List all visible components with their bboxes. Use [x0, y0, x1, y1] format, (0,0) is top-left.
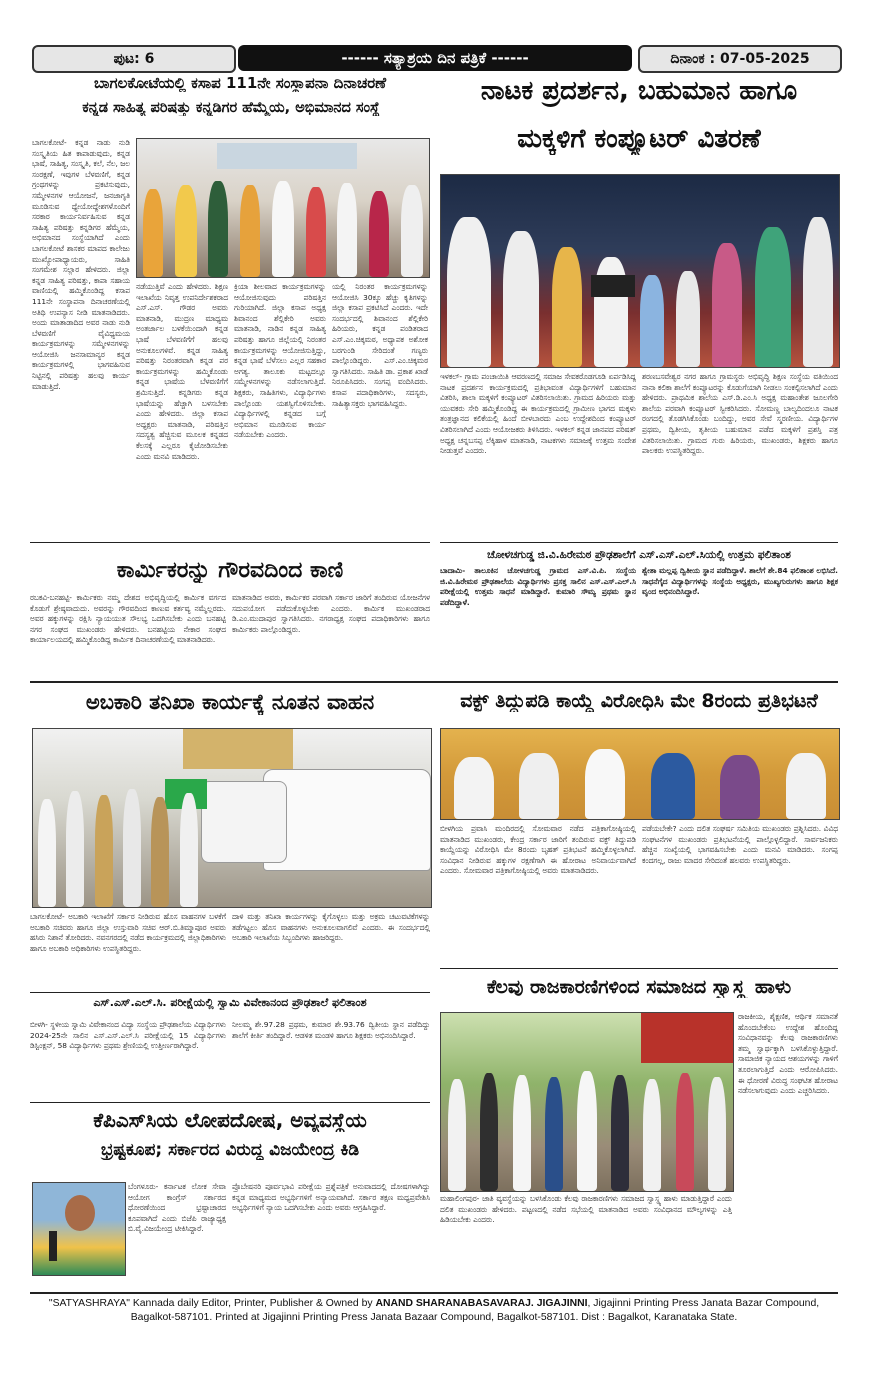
story4-body-right: ಶ್ವೇತಾ ಮಲ್ಲಪ್ಪ ದ್ವಿತೀಯ ಸ್ಥಾನ ಪಡೆದಿದ್ದಾಳೆ. ಶಾಲೆಗೆ ಶೇ.84 ಫಲಿತಾಂಶ ಲಭಿಸಿದೆ. ಸಾಧನೆಗೈದ ವಿದ್ಯಾರ್ಥಿಗಳನ್ನು ಸಂಸ್ಥೆಯ ಅಧ್ಯಕ್ಷರು, ಮುಖ್ಯಗುರುಗಳು ಹಾಗೂ ಶಿಕ್ಷಕ ವೃಂದ ಅಭಿನಂದಿಸಿದ್ದಾರೆ. — [642, 566, 838, 597]
person — [643, 1079, 661, 1191]
photo-vehicle — [201, 781, 287, 863]
person — [545, 1077, 563, 1191]
story6-photo — [440, 728, 840, 820]
date-label: ದಿನಾಂಕ : 07-05-2025 — [670, 51, 810, 67]
footer-imprint — [30, 1297, 838, 1325]
story1-body-mid2: ಕ್ರಿಯಾ ಶೀಲವಾದ ಕಾರ್ಯಕ್ರಮಗಳನ್ನು ಆಯೋಜಿಸುವುದು ಪರಿಷತ್ತಿನ ಗುರಿಯಾಗಿದೆ. ಜಿಲ್ಲಾ ಕಸಾಪ ಅಧ್ಯಕ್ಷ ಶಿವಾನಂದ ಶೆಲ್ಲಿಕೇರಿ ಅವರು ಮಾತನಾಡಿ, ನಾಡಿನ ಕನ್ನಡ ಸಾಹಿತ್ಯ ಪರಿಷತ್ತು ಹಾಗೂ ಜಿಲ್ಲೆಯಲ್ಲಿ ನಿರಂತರ ಕಾರ್ಯಕ್ರಮಗಳನ್ನು ಆಯೋಜಿಸುತ್ತಿದ್ದು, ಕನ್ನಡ ಭಾಷೆ ಬೆಳೆಸಲು ಎಲ್ಲರ ಸಹಕಾರ ಅಗತ್ಯ. ತಾಲೂಕು ಮಟ್ಟದಲ್ಲೂ ಸಮ್ಮೇಳನಗಳನ್ನು ನಡೆಸಲಾಗುತ್ತಿದೆ. ಶಿಕ್ಷಕರು, ಸಾಹಿತಿಗಳು, ವಿದ್ಯಾರ್ಥಿಗಳು ಪಾಲ್ಗೊಂಡು ಯಶಸ್ವಿಗೊಳಿಸಬೇಕು. ವಿದ್ಯಾರ್ಥಿಗಳಲ್ಲಿ ಕನ್ನಡದ ಬಗ್ಗೆ ಅಭಿಮಾನ ಮೂಡಿಸುವ ಕಾರ್ಯ ನಡೆಯಬೇಕು ಎಂದರು. — [234, 282, 326, 440]
person — [123, 789, 141, 907]
story9-photo — [32, 1182, 126, 1276]
person — [151, 797, 169, 907]
photo-microphone — [49, 1231, 57, 1261]
person — [513, 1075, 531, 1191]
story8-photo — [440, 1012, 734, 1192]
page-number: ಪುಟ: 6 — [113, 51, 155, 67]
person — [676, 1073, 694, 1191]
story5-rule — [30, 681, 838, 683]
person — [208, 181, 228, 277]
story3-body-left: ರಬಕವಿ-ಬನಹಟ್ಟಿ- ಕಾರ್ಮಿಕರು ನಮ್ಮ ದೇಶದ ಅಭಿವೃದ್ಧಿಯಲ್ಲಿ ಕಾರ್ಮಿಕ ವರ್ಗದ ಕೊಡುಗೆ ಶ್ರೇಷ್ಠವಾದುದು. ಅವರನ್ನು ಗೌರವದಿಂದ ಕಾಣುವ ಕರ್ತವ್ಯ ನಮ್ಮೆಲ್ಲರದು. ಅವರ ಹಕ್ಕುಗಳನ್ನು ರಕ್ಷಿಸಿ ನ್ಯಾಯಯುತ ಸೌಲಭ್ಯ ಒದಗಿಸಬೇಕು ಎಂದು ಬನಹಟ್ಟಿ ನಗರ ಸಂಘದ ಮುಖಂಡರು ಹೇಳಿದರು. ಬನಹಟ್ಟಿಯ ನೇಕಾರ ಸಂಘದ ಕಾರ್ಯಾಲಯದಲ್ಲಿ ಹಮ್ಮಿಕೊಂಡಿದ್ದ ಕಾರ್ಮಿಕ ದಿನಾಚರಣೆಯಲ್ಲಿ ಮಾತನಾಡಿದರು. — [30, 593, 226, 645]
person — [803, 217, 833, 367]
date-box — [638, 45, 842, 73]
photo-vehicle — [263, 769, 431, 871]
person — [503, 231, 539, 367]
person — [401, 185, 423, 277]
story7-rule — [30, 992, 430, 993]
story7-body-left: ಬೀಳಗಿ- ಸ್ಥಳೀಯ ಸ್ವಾಮಿ ವಿವೇಕಾನಂದ ವಿದ್ಯಾ ಸಂಸ್ಥೆಯ ಪ್ರೌಢಶಾಲೆಯ ವಿದ್ಯಾರ್ಥಿಗಳು 2024-25ನೇ ಸಾಲಿನ ಎಸ್.ಎಸ್.ಎಲ್.ಸಿ ಪರೀಕ್ಷೆಯಲ್ಲಿ 15 ವಿದ್ಯಾರ್ಥಿಗಳು ಡಿಸ್ಟಿಂಕ್ಷನ್, 58 ವಿದ್ಯಾರ್ಥಿಗಳು ಪ್ರಥಮ ಶ್ರೇಣಿಯಲ್ಲಿ ಉತ್ತೀರ್ಣರಾಗಿದ್ದಾರೆ. — [30, 1020, 226, 1051]
person — [447, 217, 491, 367]
story7-body-right: ನೀಲಮ್ಮ ಶೇ.97.28 ಪ್ರಥಮ, ಕುಮಾರ ಶೇ.93.76 ದ್ವಿತೀಯ ಸ್ಥಾನ ಪಡೆದಿದ್ದು ಶಾಲೆಗೆ ಕೀರ್ತಿ ತಂದಿದ್ದಾರೆ. ಆಡಳಿತ ಮಂಡಳಿ ಹಾಗೂ ಶಿಕ್ಷಕರು ಅಭಿನಂದಿಸಿದ್ದಾರೆ. — [232, 1020, 430, 1040]
footer-owner: ANAND SHARANABASAVARAJ. JIGAJINNI — [375, 1298, 588, 1309]
story6-headline: ವಕ್ಫ್ ತಿದ್ದುಪಡಿ ಕಾಯ್ದೆ ವಿರೋಧಿಸಿ ಮೇ 8ರಂದು ಪ್ರತಿಭಟನೆ — [460, 690, 818, 712]
footer-suffix: , Jigajinni Printing Press Janata Bazar Compound, — [587, 1298, 820, 1309]
story5-body-left: ಬಾಗಲಕೋಟೆ- ಅಬಕಾರಿ ಇಲಾಖೆಗೆ ಸರ್ಕಾರ ನೀಡಿರುವ ಹೊಸ ವಾಹನಗಳ ಬಳಕೆಗೆ ಅಬಕಾರಿ ಸಚಿವರು ಹಾಗೂ ಜಿಲ್ಲಾ ಉಸ್ತುವಾರಿ ಸಚಿವ ಆರ್.ಬಿ.ತಿಮ್ಮಾಪೂರ ಅವರು ಹಸಿರು ನಿಶಾನೆ ತೋರಿದರು. ನವನಗರದಲ್ಲಿ ನಡೆದ ಕಾರ್ಯಕ್ರಮದಲ್ಲಿ ಜಿಲ್ಲಾಧಿಕಾರಿಗಳು ಹಾಗೂ ಅಬಕಾರಿ ಅಧಿಕಾರಿಗಳು ಉಪಸ್ಥಿತರಿದ್ದರು. — [30, 912, 226, 953]
photo-face — [65, 1195, 95, 1231]
story3-headline: ಕಾರ್ಮಿಕರನ್ನು ಗೌರವದಿಂದ ಕಾಣಿ — [116, 558, 344, 583]
story8-body-bottom: ಮಹಾಲಿಂಗಪುರ- ಜಾತಿ ವ್ಯವಸ್ಥೆಯನ್ನು ಬಳಸಿಕೊಂಡು ಕೆಲವು ರಾಜಕಾರಣಿಗಳು ಸಮಾಜದ ಸ್ವಾಸ್ಥ್ಯ ಹಾಳು ಮಾಡುತ್ತಿದ್ದಾರೆ ಎಂದು ದಲಿತ ಮುಖಂಡರು ಹೇಳಿದರು. ಪಟ್ಟಣದಲ್ಲಿ ನಡೆದ ಸಭೆಯಲ್ಲಿ ಮಾತನಾಡಿದ ಅವರು ಸಂವಿಧಾನದ ಮೌಲ್ಯಗಳನ್ನು ಎತ್ತಿ ಹಿಡಿಯಬೇಕು ಎಂದರು. — [440, 1194, 732, 1225]
person — [640, 275, 664, 367]
person — [755, 227, 791, 367]
person — [66, 791, 84, 907]
story2-body-left: ಇಳಕಲ್- ಗ್ರಾಮ ಪಂಚಾಯಿತಿ ಆವರಣದಲ್ಲಿ ಸಮಾಜ ಸೇವಕರೊಡಗೂಡಿ ಏರ್ಪಡಿಸಿದ್ದ ನಾಟಕ ಪ್ರದರ್ಶನ ಕಾರ್ಯಕ್ರಮದಲ್ಲಿ ಪ್ರತಿಭಾವಂತ ವಿದ್ಯಾರ್ಥಿಗಳಿಗೆ ಬಹುಮಾನ ವಿತರಿಸಿ, ಶಾಲಾ ಮಕ್ಕಳಿಗೆ ಕಂಪ್ಯೂಟರ್ ವಿತರಿಸಲಾಯಿತು. ಗ್ರಾಮದ ಹಿರಿಯರು ಮತ್ತು ಯುವಕರು ಸೇರಿ ಹಮ್ಮಿಕೊಂಡಿದ್ದ ಈ ಕಾರ್ಯಕ್ರಮದಲ್ಲಿ ಗ್ರಾಮೀಣ ಭಾಗದ ಮಕ್ಕಳು ತಂತ್ರಜ್ಞಾನದ ಕಲಿಕೆಯಲ್ಲಿ ಹಿಂದೆ ಬೀಳಬಾರದು ಎಂಬ ಉದ್ದೇಶದಿಂದ ಕಂಪ್ಯೂಟರ್ ವಿತರಿಸಲಾಗಿದೆ ಎಂದು ಆಯೋಜಕರು ತಿಳಿಸಿದರು. ಇಳಕಲ್ ಕನ್ನಡ ಜಾನಪದ ಪರಿಷತ್ ಅಧ್ಯಕ್ಷ ಚನ್ನಬಸಪ್ಪ ಲೆಕ್ಕಿಹಾಳ ಮಾತನಾಡಿ, ನಾಟಕಗಳು ಸಮಾಜಕ್ಕೆ ಉತ್ತಮ ಸಂದೇಶ ನೀಡುತ್ತವೆ ಎಂದರು. — [440, 372, 636, 456]
story8-body-side: ರಾಜಕೀಯ, ಶೈಕ್ಷಣಿಕ, ಆರ್ಥಿಕ ಸಮಾನತೆ ಹೊಂದಬೇಕೆಂಬ ಉದ್ದೇಶ ಹೊಂದಿದ್ದ ಸಂವಿಧಾನವನ್ನು ಕೆಲವು ರಾಜಕಾರಣಿಗಳು ತಮ್ಮ ಸ್ವಾರ್ಥಕ್ಕಾಗಿ ಬಳಸಿಕೊಳ್ಳುತ್ತಿದ್ದಾರೆ. ಸಾಮಾಜಿಕ ನ್ಯಾಯದ ಆಶಯಗಳನ್ನು ಗಾಳಿಗೆ ತೂರಲಾಗುತ್ತಿದೆ ಎಂದು ಆರೋಪಿಸಿದರು. ಈ ಧೋರಣೆ ವಿರುದ್ಧ ಸಂಘಟಿತ ಹೋರಾಟ ನಡೆಸಲಾಗುವುದು ಎಂದು ಎಚ್ಚರಿಸಿದರು. — [738, 1012, 838, 1096]
photo-laptop — [591, 275, 635, 297]
person — [720, 755, 760, 819]
story4-headline: ಚೋಳಚಗುಡ್ಡ ಜಿ.ವಿ.ಹಿರೇಮಠ ಪ್ರೌಢಶಾಲೆಗೆ ಎಸ್.ಎಸ್.ಎಲ್.ಸಿಯಲ್ಲಿ ಉತ್ತಮ ಫಲಿತಾಂಶ — [487, 549, 791, 561]
person — [306, 187, 326, 277]
footer-line-2: Bagalkot-587101. Printed at Jigajinni Printing Press Janata Bazaar Compound, Bagalkot-587101. Dist : Bagalkot, Karanataka State. — [130, 1312, 738, 1323]
person — [519, 753, 559, 819]
story4-rule — [440, 542, 838, 543]
story2-body-right: ಶರಣಬಸವೇಶ್ವರ ನಗರ ಹಾಗೂ ಗ್ರಾಮಸ್ಥರು ಅಭಿವೃದ್ಧಿ ಶಿಕ್ಷಣ ಸಂಸ್ಥೆಯ ವತಿಯಿಂದ ನಾನಾ ಕಲಿಕಾ ಶಾಲೆಗೆ ಕಂಪ್ಯೂಟರನ್ನು ಕೊಡುಗೆಯಾಗಿ ನೀಡಲು ಸಂಕಲ್ಪಿಸಲಾಗಿದೆ ಎಂದು ಹೇಳಿದರು. ಪ್ರಾಥಮಿಕ ಶಾಲೆಯ ಎಸ್.ಡಿ.ಎಂ.ಸಿ ಅಧ್ಯಕ್ಷ ಮಹಾಂತೇಶ ಜೂಲಗೇರಿ ಶಾಲೆಯ ಪರವಾಗಿ ಕಂಪ್ಯೂಟರ್ ಸ್ವೀಕರಿಸಿದರು. ಸೋಮಣ್ಣ ಬಾಲ್ಯದಿಂದಲೂ ನಾಟಕ ರಂಗದಲ್ಲಿ ತೊಡಗಿಸಿಕೊಂಡು ಬಂದಿದ್ದು, ಅವರ ಸೇವೆ ಸ್ಮರಣೀಯ. ವಿದ್ಯಾರ್ಥಿಗಳ ಪ್ರಥಮ, ದ್ವಿತೀಯ, ತೃತೀಯ ಬಹುಮಾನ ಪಡೆದ ಮಕ್ಕಳಿಗೆ ಪ್ರಶಸ್ತಿ ಪತ್ರ ವಿತರಿಸಲಾಯಿತು. ಗ್ರಾಮದ ಗುರು ಹಿರಿಯರು, ಮುಖಂಡರು, ಶಿಕ್ಷಕರು ಹಾಗೂ ಪಾಲಕರು ಉಪಸ್ಥಿತರಿದ್ದರು. — [642, 372, 838, 456]
photo-people-group — [33, 769, 203, 907]
person — [143, 189, 163, 277]
masthead-bar — [238, 45, 632, 71]
story1-body-mid: ನಡೆಯುತ್ತಿವೆ ಎಂದು ಹೇಳಿದರು. ಶಿಕ್ಷಣ ಇಲಾಖೆಯ ನಿವೃತ್ತ ಉಪನಿರ್ದೇಶಕರಾದ ಎಸ್.ಎಸ್. ಗೌಡರ ಅವರು ಮಾತನಾಡಿ, ಮುದ್ರಣ ಮಾಧ್ಯಮ ಅಂತರ್ಜಾಲ ಬಳಕೆಯಿಂದಾಗಿ ಕನ್ನಡ ಭಾಷೆ ಬೆಳವಣಿಗೆಗೆ ಹಲವು ಅನುಕೂಲಗಳಿವೆ. ಕನ್ನಡ ಸಾಹಿತ್ಯ ಪರಿಷತ್ತು ನಿರಂತರವಾಗಿ ಕನ್ನಡ ಪರ ಕಾರ್ಯಕ್ರಮಗಳನ್ನು ಹಮ್ಮಿಕೊಂಡು ಕನ್ನಡ ಭಾಷೆಯ ಬೆಳವಣಿಗೆಗೆ ಶ್ರಮಿಸುತ್ತಿದೆ. ಕನ್ನಡಿಗರು ಕನ್ನಡ ಭಾಷೆಯನ್ನು ಹೆಚ್ಚಾಗಿ ಬಳಸಬೇಕು ಎಂದು ಹೇಳಿದರು. ಜಿಲ್ಲಾ ಕಸಾಪ ಅಧ್ಯಕ್ಷರು ಮಾತನಾಡಿ, ಪರಿಷತ್ತಿನ ಸದಸ್ಯತ್ವ ಹೆಚ್ಚಿಸುವ ಮೂಲಕ ಕನ್ನಡದ ಕೆಲಸಕ್ಕೆ ಎಲ್ಲರೂ ಕೈಜೋಡಿಸಬೇಕು ಎಂದು ಮನವಿ ಮಾಡಿದರು. — [136, 282, 228, 461]
person — [272, 181, 294, 277]
story3-rule — [30, 542, 430, 543]
story5-headline: ಅಬಕಾರಿ ತನಿಖಾ ಕಾರ್ಯಕ್ಕೆ ನೂತನ ವಾಹನ — [85, 690, 375, 714]
photo-people-group — [137, 159, 429, 277]
story3-body-right: ಮಾತನಾಡಿದ ಅವರು, ಕಾರ್ಮಿಕರ ಪರವಾಗಿ ಸರ್ಕಾರ ಜಾರಿಗೆ ತಂದಿರುವ ಯೋಜನೆಗಳ ಸದುಪಯೋಗ ಪಡೆದುಕೊಳ್ಳಬೇಕು ಎಂದರು. ಕಾರ್ಮಿಕ ಮುಖಂಡರಾದ ಡಿ.ಎಂ.ಮುದಾಪುರ ಸ್ವಾಗತಿಸಿದರು. ನಗರಾಧ್ಯಕ್ಷ ಸಂಘದ ಪದಾಧಿಕಾರಿಗಳು ಹಾಗೂ ಕಾರ್ಮಿಕರು ಪಾಲ್ಗೊಂಡಿದ್ದರು. — [232, 593, 430, 634]
person — [454, 757, 494, 819]
person — [369, 191, 389, 277]
story8-rule — [440, 968, 838, 969]
story9-body-right: ಪ್ರೊಬೇಷನರಿ ಪೂರ್ವಭಾವಿ ಪರೀಕ್ಷೆಯ ಪ್ರಶ್ನೆಪತ್ರಿಕೆ ಅನುವಾದದಲ್ಲಿ ದೋಷಗಳಾಗಿದ್ದು ಕನ್ನಡ ಮಾಧ್ಯಮದ ಅಭ್ಯರ್ಥಿಗಳಿಗೆ ಅನ್ಯಾಯವಾಗಿದೆ. ಸರ್ಕಾರ ತಕ್ಷಣ ಮಧ್ಯಪ್ರವೇಶಿಸಿ ಅಭ್ಯರ್ಥಿಗಳಿಗೆ ನ್ಯಾಯ ಒದಗಿಸಬೇಕು ಎಂದು ಅವರು ಆಗ್ರಹಿಸಿದ್ದಾರೆ. — [232, 1182, 430, 1213]
person — [585, 749, 625, 819]
person — [708, 1077, 726, 1191]
story6-body-right: ಪಡೆಯಬೇಕೇ? ಎಂದು ದಲಿತ ಸಂಘರ್ಷ ಸಮಿತಿಯ ಮುಖಂಡರು ಪ್ರಶ್ನಿಸಿದರು. ವಿವಿಧ ಸಂಘಟನೆಗಳ ಮುಖಂಡರು ಪ್ರತಿಭಟನೆಯಲ್ಲಿ ಪಾಲ್ಗೊಳ್ಳಲಿದ್ದಾರೆ. ಸಾರ್ವಜನಿಕರು ಹೆಚ್ಚಿನ ಸಂಖ್ಯೆಯಲ್ಲಿ ಭಾಗವಹಿಸಬೇಕು ಎಂದು ಮನವಿ ಮಾಡಿದರು. ಸಂಗಪ್ಪ ಕಂದಗಲ್ಲ, ರಾಜು ಮಾದರ ಸೇರಿದಂತೆ ಹಲವರು ಉಪಸ್ಥಿತರಿದ್ದರು. — [642, 824, 838, 865]
person — [175, 185, 197, 277]
story1-body-left: ಬಾಗಲಕೋಟೆ- ಕನ್ನಡ ನಾಡು ನುಡಿ ಸಂಸ್ಕೃತಿಯ ಹಿತ ಕಾಪಾಡುವುದು, ಕನ್ನಡ ಭಾಷೆ, ಸಾಹಿತ್ಯ, ಸಂಸ್ಕೃತಿ, ಕಲೆ, ನೆಲ, ಜಲ ಸಂರಕ್ಷಣೆ, ಇವುಗಳ ಬೆಳವಣಿಗೆ, ಕನ್ನಡ ಗ್ರಂಥಗಳನ್ನು ಪ್ರಕಟಿಸುವುದು, ಸಮ್ಮೇಳನಗಳ ಆಯೋಜನೆ, ಜನಜಾಗೃತಿ ಮೂಡಿಸುವ ಧ್ಯೇಯೋದ್ದೇಶಗಳೊಂದಿಗೆ ಸರಕಾರ ಕಾರ್ಯನಿರ್ವಹಿಸುವ ಕನ್ನಡ ಸಾಹಿತ್ಯ ಪರಿಷತ್ತು ಕನ್ನಡಿಗರ ಹೆಮ್ಮೆಯ, ಅಭಿಮಾನದ ಸಂಸ್ಥೆಯಾಗಿದೆ ಎಂದು ಬಾಗಲಕೋಟೆ ಶಾಸಕರ ಮಾಪದ ಕಾಲೇಜು ಮುಖ್ಯೋಪಾಧ್ಯಾಯರು, ಸಾಹಿತಿ ಸಂಗಮೇಶ ಸಲ್ಲಾರ ಹೇಳಿದರು. ಜಿಲ್ಲಾ ಕನ್ನಡ ಸಾಹಿತ್ಯ ಪರಿಷತ್ತು, ಕಾಪಾ ಸಹಾಯ ವಾಣಿಯಲ್ಲಿ ಹಮ್ಮಿಕೊಂಡಿದ್ದ ಕಸಾಪ 111ನೇ ಸಂಸ್ಥಾಪನಾ ದಿನಾಚರಣೆಯಲ್ಲಿ ಅತಿಥಿ ಉಪನ್ಯಾಸ ನೀಡಿ ಮಾತನಾಡಿದರು. ಅಂದು ಮಾತಾಡಾದಿದ ಅವರ ನಾಡು ನುಡಿ ಬೆಳವಣಿಗೆ ವೈವಿಧ್ಯಮಯ ಕಾರ್ಯಕ್ರಮಗಳನ್ನು ಸಮ್ಮೇಳನಗಳನ್ನು ಆಯೋಜಿಸಿ ಜನಸಾಮಾನ್ಯರ ಕನ್ನಡ ಕಾರ್ಯಕ್ರಮಗಳಲ್ಲಿ ಭಾಗವಹಿಸುವ ನಿಟ್ಟಿನಲ್ಲಿ ಪರಿಷತ್ತು ಹಲವು ಕಾರ್ಯ ಮಾಡುತ್ತಿದೆ. — [32, 138, 130, 391]
page-number-box — [32, 45, 236, 73]
footer-rule — [30, 1292, 838, 1294]
person — [95, 795, 113, 907]
story5-photo — [32, 728, 432, 908]
story2-headline-2: ಮಕ್ಕಳಿಗೆ ಕಂಪ್ಯೂಟರ್ ವಿತರಣೆ — [517, 124, 761, 154]
footer-prefix: "SATYASHRAYA" Kannada daily Editor, Printer, Publisher & Owned by — [48, 1298, 376, 1309]
person — [676, 271, 700, 367]
person — [786, 753, 826, 819]
photo-building — [183, 729, 293, 769]
footer-line-1 — [30, 1297, 838, 1311]
person — [712, 243, 742, 367]
person — [337, 183, 357, 277]
story8-headline: ಕೆಲವು ರಾಜಕಾರಣಿಗಳಿಂದ ಸಮಾಜದ ಸ್ವಾಸ್ಥ್ಯ ಹಾಳು — [486, 976, 792, 998]
person — [480, 1073, 498, 1191]
story1-body-right: ಯಲ್ಲಿ ನಿರಂತರ ಕಾರ್ಯಕ್ರಮಗಳನ್ನು ಆಯೋಜಿಸಿ 30ಕ್ಕೂ ಹೆಚ್ಚು ಕೃತಿಗಳನ್ನು ಜಿಲ್ಲಾ ಕಸಾಪ ಪ್ರಕಟಿಸಿದೆ ಎಂದರು. ಇದೇ ಸಂದರ್ಭದಲ್ಲಿ ಶಿವಾನಂದ ಶೆಲ್ಲಿಕೇರಿ ಹಿರಿಯರು, ಕನ್ನಡ ಪಂಡಿತರಾದ ಎಸ್.ಎಂ.ಚಿಕ್ಕಮಠ, ಅಧ್ಯಾಪಕ ಅಶೋಕ ಬರಗುಂಡಿ ಸೇರಿದಂತೆ ಗಣ್ಯರು ಪಾಲ್ಗೊಂಡಿದ್ದರು. ಎಸ್.ಎಂ.ಚಿಕ್ಕಮಠ ಸ್ವಾಗತಿಸಿದರು. ಸಾಹಿತಿ ಡಾ. ಪ್ರಕಾಶ ಖಾಡೆ ನಿರೂಪಿಸಿದರು. ಸಂಗಪ್ಪ ವಂದಿಸಿದರು. ಕಸಾಪ ಪದಾಧಿಕಾರಿಗಳು, ಸದಸ್ಯರು, ಸಾಹಿತ್ಯಾಸಕ್ತರು ಭಾಗವಹಿಸಿದ್ದರು. — [332, 282, 428, 408]
photo-people-group — [441, 739, 839, 819]
story1-photo — [136, 138, 430, 278]
person — [240, 185, 260, 277]
story9-body-left: ಬೆಂಗಳೂರು- ಕರ್ನಾಟಕ ಲೋಕ ಸೇವಾ ಆಯೋಗ ಕಾಂಗ್ರೆಸ್ ಸರ್ಕಾರದ ಧೋರಣೆಯಿಂದ ಭ್ರಷ್ಟಾಚಾರದ ಕೂಪವಾಗಿದೆ ಎಂದು ಬಿಜೆಪಿ ರಾಜ್ಯಾಧ್ಯಕ್ಷ ಬಿ.ವೈ.ವಿಜಯೇಂದ್ರ ಟೀಕಿಸಿದ್ದಾರೆ. — [128, 1182, 226, 1234]
person — [594, 257, 628, 367]
photo-people-group — [441, 195, 839, 367]
story4-body-left: ಬಾದಾಮಿ- ತಾಲೂಕಿನ ಚೋಳಚಗುಡ್ಡ ಗ್ರಾಮದ ಎಸ್.ವಿ.ಪಿ. ಸಂಸ್ಥೆಯ ಜಿ.ವಿ.ಹಿರೇಮಠ ಪ್ರೌಢಶಾಲೆಯ ವಿದ್ಯಾರ್ಥಿಗಳು ಪ್ರಸಕ್ತ ಸಾಲಿನ ಎಸ್.ಎಸ್.ಎಲ್.ಸಿ ಪರೀಕ್ಷೆಯಲ್ಲಿ ಉತ್ತಮ ಸಾಧನೆ ಮಾಡಿದ್ದಾರೆ. ಕುಮಾರಿ ಸೌಮ್ಯ ಪ್ರಥಮ ಸ್ಥಾನ ಪಡೆದಿದ್ದಾಳೆ. — [440, 566, 636, 607]
story7-headline: ಎಸ್.ಎಸ್.ಎಲ್.ಸಿ. ಪರೀಕ್ಷೆಯಲ್ಲಿ ಸ್ವಾಮಿ ವಿವೇಕಾನಂದ ಪ್ರೌಢಶಾಲೆ ಫಲಿತಾಂಶ — [93, 996, 367, 1009]
person — [180, 793, 198, 907]
story2-headline-1: ನಾಟಕ ಪ್ರದರ್ಶನ, ಬಹುಮಾನ ಹಾಗೂ — [480, 76, 798, 106]
story5-body-right: ದಾಳಿ ಮತ್ತು ತನಿಖಾ ಕಾರ್ಯಗಳನ್ನು ಕೈಗೊಳ್ಳಲು ಮತ್ತು ಅಕ್ರಮ ಚಟುವಟಿಕೆಗಳನ್ನು ತಡೆಗಟ್ಟಲು ಹೊಸ ವಾಹನಗಳು ಅನುಕೂಲವಾಗಲಿವೆ ಎಂದರು. ಈ ಸಂದರ್ಭದಲ್ಲಿ ಅಬಕಾರಿ ಇಲಾಖೆಯ ಸಿಬ್ಬಂದಿಗಳು ಹಾಜರಿದ್ದರು. — [232, 912, 430, 943]
person — [448, 1079, 466, 1191]
person — [611, 1075, 629, 1191]
person — [552, 247, 582, 367]
person — [38, 799, 56, 907]
story9-headline-2: ಭ್ರಷ್ಟಕೂಪ; ಸರ್ಕಾರದ ವಿರುದ್ಧ ವಿಜಯೇಂದ್ರ ಕಿಡಿ — [100, 1140, 360, 1160]
story1-kicker: ಬಾಗಲಕೋಟೆಯಲ್ಲಿ ಕಸಾಪ 111ನೇ ಸಂಸ್ಥಾಪನಾ ದಿನಾಚರಣೆ — [93, 74, 387, 92]
story6-body-left: ಬೀಳಗಿಯ ಪ್ರವಾಸಿ ಮಂದಿರದಲ್ಲಿ ಸೋಮವಾರ ನಡೆದ ಪತ್ರಿಕಾಗೋಷ್ಠಿಯಲ್ಲಿ ಮಾತನಾಡಿದ ಮುಖಂಡರು, ಕೇಂದ್ರ ಸರ್ಕಾರ ಜಾರಿಗೆ ತಂದಿರುವ ವಕ್ಫ್ ತಿದ್ದುಪಡಿ ಕಾಯ್ದೆಯನ್ನು ವಿರೋಧಿಸಿ ಮೇ 8ರಂದು ಬೃಹತ್ ಪ್ರತಿಭಟನೆ ಹಮ್ಮಿಕೊಳ್ಳಲಾಗಿದೆ. ಸಂವಿಧಾನ ನೀಡಿರುವ ಹಕ್ಕುಗಳ ರಕ್ಷಣೆಗಾಗಿ ಈ ಹೋರಾಟ ಅನಿವಾರ್ಯವಾಗಿದೆ ಎಂದರು. ಸೋಮವಾರ ಪತ್ರಿಕಾಗೋಷ್ಠಿಯಲ್ಲಿ ಅವರು ಮಾತನಾಡಿದರು. — [440, 824, 636, 876]
masthead-title: ------ ಸತ್ಯಾಶ್ರಯ ದಿನ ಪತ್ರಿಕೆ ------ — [341, 49, 529, 67]
person — [577, 1071, 597, 1191]
story1-headline: ಕನ್ನಡ ಸಾಹಿತ್ಯ ಪರಿಷತ್ತು ಕನ್ನಡಿಗರ ಹೆಮ್ಮೆಯ, ಅಭಿಮಾನದ ಸಂಸ್ಥೆ — [82, 100, 380, 116]
story9-rule — [30, 1102, 430, 1103]
person — [651, 753, 695, 819]
story2-photo — [440, 174, 840, 368]
photo-people-group — [441, 1053, 733, 1191]
story9-headline-1: ಕೆಪಿಎಸ್‌ಸಿಯ ಲೋಪದೋಷ, ಅವ್ಯವಸ್ಥೆಯ — [93, 1108, 367, 1132]
